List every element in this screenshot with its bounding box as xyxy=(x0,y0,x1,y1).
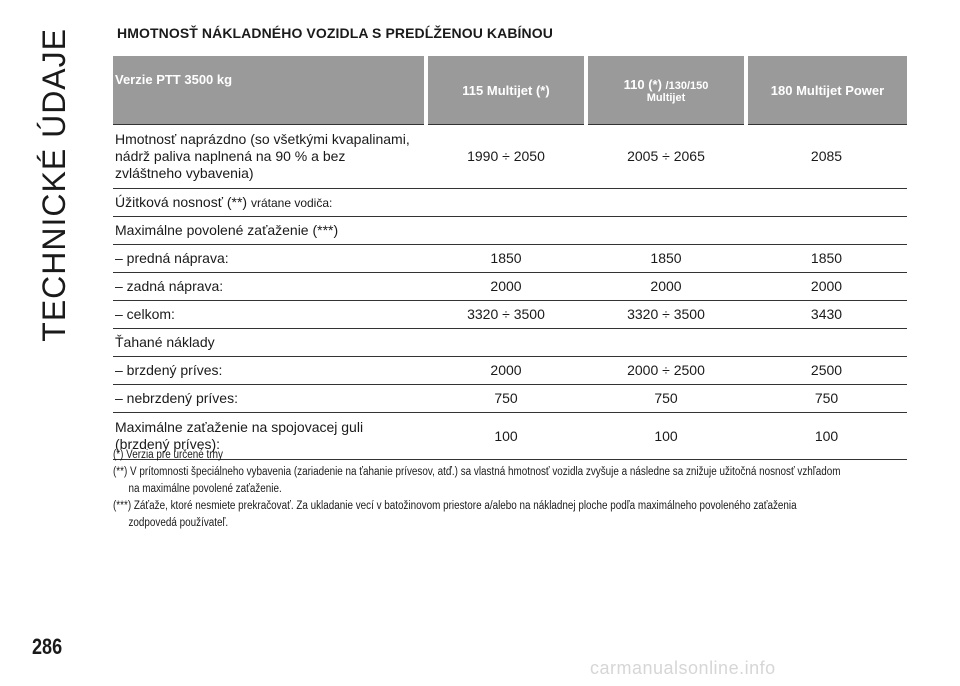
cell-value: 2000 xyxy=(426,357,586,385)
footnote-3-continued: zodpovedá používateľ. xyxy=(128,517,229,529)
cell-value: 750 xyxy=(426,385,586,413)
label-line: Hmotnosť naprázdno (so všetkými kvapalinami, xyxy=(115,131,410,147)
header-115-multijet-text: 115 Multijet (*) xyxy=(462,82,550,98)
header-180-multijet-power: 180 Multijet Power xyxy=(746,56,907,125)
table-row-max-load xyxy=(113,217,907,245)
table-row-front-axle xyxy=(113,245,907,273)
footnotes xyxy=(113,447,913,532)
table-row-total xyxy=(113,301,907,329)
footnote-1: (*) Verzia pre určené trhy xyxy=(113,449,223,461)
cell-value: 100 xyxy=(586,413,746,460)
row-label-braked: – brzdený príves: xyxy=(113,357,426,385)
cell-value: 2000 ÷ 2500 xyxy=(586,357,746,385)
footnote-2-continued: na maximálne povolené zaťaženie. xyxy=(128,483,282,495)
table-row-empty-weight xyxy=(113,125,907,189)
label-line: nádrž paliva naplnená na 90 % a bez xyxy=(115,148,346,164)
cell-value: 1990 ÷ 2050 xyxy=(426,125,586,189)
cell-value: 2000 xyxy=(426,273,586,301)
label-small-text: vrátane vodiča: xyxy=(250,195,333,210)
cell-value: 100 xyxy=(426,413,586,460)
table-row-braked xyxy=(113,357,907,385)
row-label-unbraked: – nebrzdený príves: xyxy=(113,385,426,413)
row-label-max-load: Maximálne povolené zaťaženie (***) xyxy=(113,217,426,245)
table-row-payload xyxy=(113,189,907,217)
header-col2-line2: Multijet xyxy=(646,91,686,104)
label-line: Maximálne zaťaženie na spojovacej guli xyxy=(115,419,364,435)
label-line: zvláštneho vybavenia) xyxy=(115,165,254,181)
header-col2-small: /130/150 xyxy=(665,79,709,92)
label-line: (brzdený príves): xyxy=(115,436,221,452)
row-label-payload xyxy=(113,189,426,217)
cell-value: 2500 xyxy=(746,357,907,385)
cell-value: 2005 ÷ 2065 xyxy=(586,125,746,189)
row-label-towed: Ťahané náklady xyxy=(113,329,426,357)
watermark: carmanualsonline.info xyxy=(590,658,776,678)
header-col2-main: 110 (*) xyxy=(623,76,666,92)
chapter-side-title xyxy=(28,28,80,608)
cell-value: 3320 ÷ 3500 xyxy=(586,301,746,329)
cell-value: 1850 xyxy=(586,245,746,273)
cell-value: 100 xyxy=(746,413,907,460)
table-row-towed xyxy=(113,329,907,357)
cell-value: 2000 xyxy=(586,273,746,301)
section-title: HMOTNOSŤ NÁKLADNÉHO VOZIDLA S PREDĹŽENOU KABÍNOU xyxy=(117,25,553,41)
weights-table xyxy=(113,56,907,460)
row-label-front-axle: – predná náprava: xyxy=(113,245,426,273)
cell-value: 750 xyxy=(746,385,907,413)
cell-value: 3430 xyxy=(746,301,907,329)
cell-value: 2000 xyxy=(746,273,907,301)
cell-value: 1850 xyxy=(426,245,586,273)
table-row-unbraked xyxy=(113,385,907,413)
row-label-empty-weight xyxy=(113,125,426,189)
label-text: Úžitková nosnosť (**) xyxy=(115,193,251,210)
page-number: 286 xyxy=(32,634,63,659)
header-110-130-150-multijet xyxy=(586,56,746,125)
row-label-total: – celkom: xyxy=(113,301,426,329)
footnote-3: (***) Záťaže, ktoré nesmiete prekračovať. Za ukladanie vecí v batožinovom priestore a/alebo na nákladnej ploche podľa maximálneho povoleného zaťaženia xyxy=(113,500,797,512)
header-version: Verzie PTT 3500 kg xyxy=(113,56,426,125)
cell-value: 3320 ÷ 3500 xyxy=(426,301,586,329)
chapter-side-title-text: TECHNICKÉ ÚDAJE xyxy=(35,28,72,342)
row-label-rear-axle: – zadná náprava: xyxy=(113,273,426,301)
cell-value: 1850 xyxy=(746,245,907,273)
footnote-2: (**) V prítomnosti špeciálneho vybavenia (zariadenie na ťahanie prívesov, atď.) sa vlastná hmotnosť vozidla zvyšuje a následne sa znižuje užitočná nosnosť vzhľadom xyxy=(113,466,841,478)
table-header-row xyxy=(113,56,907,125)
table-row-rear-axle xyxy=(113,273,907,301)
header-115-multijet xyxy=(426,56,586,125)
cell-value: 2085 xyxy=(746,125,907,189)
cell-value: 750 xyxy=(586,385,746,413)
